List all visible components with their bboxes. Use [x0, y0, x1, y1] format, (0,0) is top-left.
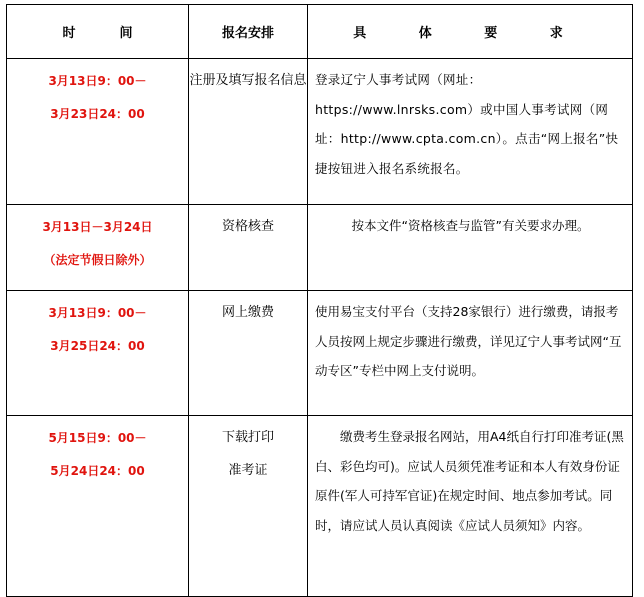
time-end: 5月24日24：00 [50, 464, 145, 478]
arrangement-cell [189, 59, 308, 205]
requirements-cell [308, 205, 633, 291]
arrangement-text: 资格核查 [221, 219, 274, 234]
schedule-table [6, 4, 633, 597]
requirements-text: 按本文件“资格核查与监管”有关要求办理。 [351, 218, 590, 233]
requirements-text: 缴费考生登录报名网站，用A4纸自行打印准考证(黑白、彩色均可)。应试人员须凭准考证和本人有效身份证原件(军人可持军官证)在规定时间、地点参加考试。同时，请应试人员认真阅读《应试人员须知》内容。 [315, 429, 624, 533]
time-note: （法定节假日除外） [43, 253, 152, 267]
time-start: 5月15日9：00－ [48, 431, 147, 445]
requirements-text: 使用易宝支付平台（支持28家银行）进行缴费，请报考人员按网上规定步骤进行缴费，详见辽宁人事考试网“互动专区”专栏中网上支付说明。 [315, 304, 622, 378]
time-range: 3月13日－3月24日 [42, 220, 153, 234]
requirements-text: 登录辽宁人事考试网（网址：https://www.lnrsks.com）或中国人事考试网（网址：http://www.cpta.com.cn）。点击“网上报名”快捷按钮进入报名系统报名。 [315, 72, 619, 176]
time-cell [7, 205, 189, 291]
time-end: 3月23日24：00 [50, 107, 145, 121]
header-time-char-1: 时 [62, 26, 76, 41]
table-row [7, 59, 633, 205]
header-arrangement: 报名安排 [189, 5, 308, 59]
header-row [7, 5, 633, 59]
arrangement-text: 注册及填写报名信息 [189, 73, 307, 88]
arrangement-text-line-1: 下载打印 [221, 430, 274, 445]
time-cell [7, 59, 189, 205]
arrangement-cell [189, 416, 308, 597]
requirements-cell [308, 59, 633, 205]
table-row [7, 416, 633, 597]
header-time-char-2: 间 [119, 26, 133, 41]
header-requirements [308, 5, 633, 59]
table-row [7, 291, 633, 416]
requirements-cell [308, 291, 633, 416]
table-row [7, 205, 633, 291]
time-end: 3月25日24：00 [50, 339, 145, 353]
arrangement-text-line-2: 准考证 [228, 463, 268, 478]
header-time [7, 5, 189, 59]
arrangement-cell [189, 291, 308, 416]
arrangement-cell [189, 205, 308, 291]
requirements-cell [308, 416, 633, 597]
time-cell [7, 291, 189, 416]
time-start: 3月13日9：00－ [48, 74, 147, 88]
header-requirements-label: 具 体 要 求 [353, 26, 587, 41]
arrangement-text: 网上缴费 [221, 305, 274, 320]
time-cell [7, 416, 189, 597]
time-start: 3月13日9：00－ [48, 306, 147, 320]
